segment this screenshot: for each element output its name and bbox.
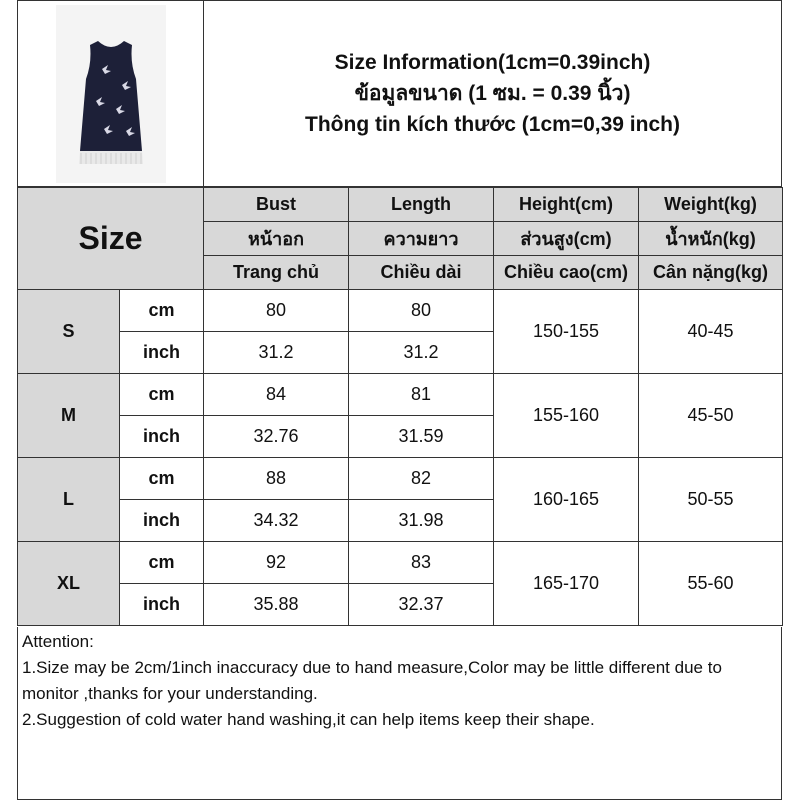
weight-range: 40-45	[639, 290, 783, 374]
height-range: 165-170	[494, 542, 639, 626]
bust-header-vi: Trang chủ	[204, 256, 349, 290]
size-label: L	[18, 458, 120, 542]
header-section	[17, 0, 782, 187]
length-cm: 81	[349, 374, 494, 416]
notes-heading: Attention:	[22, 632, 94, 651]
length-cm: 80	[349, 290, 494, 332]
length-inch: 31.98	[349, 500, 494, 542]
table-row	[18, 458, 783, 500]
length-header-thai: ความยาว	[349, 222, 494, 256]
unit-inch: inch	[120, 500, 204, 542]
title-thai: ข้อมูลขนาด (1 ซม. = 0.39 นิ้ว)	[354, 82, 631, 105]
bust-header: Bust	[204, 188, 349, 222]
size-label: M	[18, 374, 120, 458]
title-english: Size Information(1cm=0.39inch)	[334, 51, 651, 74]
bust-cm: 80	[204, 290, 349, 332]
length-inch: 31.2	[349, 332, 494, 374]
bust-cm: 88	[204, 458, 349, 500]
length-header: Length	[349, 188, 494, 222]
title-vietnamese: Thông tin kích thước (1cm=0,39 inch)	[305, 113, 680, 136]
height-range: 150-155	[494, 290, 639, 374]
note-item-2: 2.Suggestion of cold water hand washing,it can help items keep their shape.	[22, 710, 595, 729]
table-row	[18, 542, 783, 584]
bust-cm: 84	[204, 374, 349, 416]
header-row-english	[18, 188, 783, 222]
table-row	[18, 290, 783, 332]
size-label: XL	[18, 542, 120, 626]
length-inch: 31.59	[349, 416, 494, 458]
height-range: 155-160	[494, 374, 639, 458]
weight-header-vi: Cân nặng(kg)	[639, 256, 783, 290]
size-label: S	[18, 290, 120, 374]
height-range: 160-165	[494, 458, 639, 542]
note-item-1: 1.Size may be 2cm/1inch inaccuracy due to hand measure,Color may be little different due to monitor ,thanks for your understanding.	[22, 658, 722, 703]
unit-cm: cm	[120, 290, 204, 332]
unit-inch: inch	[120, 332, 204, 374]
length-header-vi: Chiều dài	[349, 256, 494, 290]
length-cm: 83	[349, 542, 494, 584]
unit-inch: inch	[120, 416, 204, 458]
length-inch: 32.37	[349, 584, 494, 626]
dress-image	[18, 1, 204, 186]
bust-header-thai: หน้าอก	[204, 222, 349, 256]
bust-inch: 34.32	[204, 500, 349, 542]
size-header: Size	[18, 188, 204, 290]
height-header-vi: Chiều cao(cm)	[494, 256, 639, 290]
unit-cm: cm	[120, 542, 204, 584]
unit-cm: cm	[120, 374, 204, 416]
attention-notes	[17, 627, 782, 800]
height-header-thai: ส่วนสูง(cm)	[494, 222, 639, 256]
title-block	[204, 1, 781, 186]
size-table	[17, 187, 783, 626]
weight-range: 50-55	[639, 458, 783, 542]
weight-range: 45-50	[639, 374, 783, 458]
weight-range: 55-60	[639, 542, 783, 626]
size-chart	[17, 0, 782, 800]
length-cm: 82	[349, 458, 494, 500]
unit-cm: cm	[120, 458, 204, 500]
height-header: Height(cm)	[494, 188, 639, 222]
product-photo	[18, 1, 204, 186]
bust-cm: 92	[204, 542, 349, 584]
unit-inch: inch	[120, 584, 204, 626]
bust-inch: 32.76	[204, 416, 349, 458]
bust-inch: 35.88	[204, 584, 349, 626]
table-row	[18, 374, 783, 416]
bust-inch: 31.2	[204, 332, 349, 374]
weight-header: Weight(kg)	[639, 188, 783, 222]
weight-header-thai: น้ำหนัก(kg)	[639, 222, 783, 256]
